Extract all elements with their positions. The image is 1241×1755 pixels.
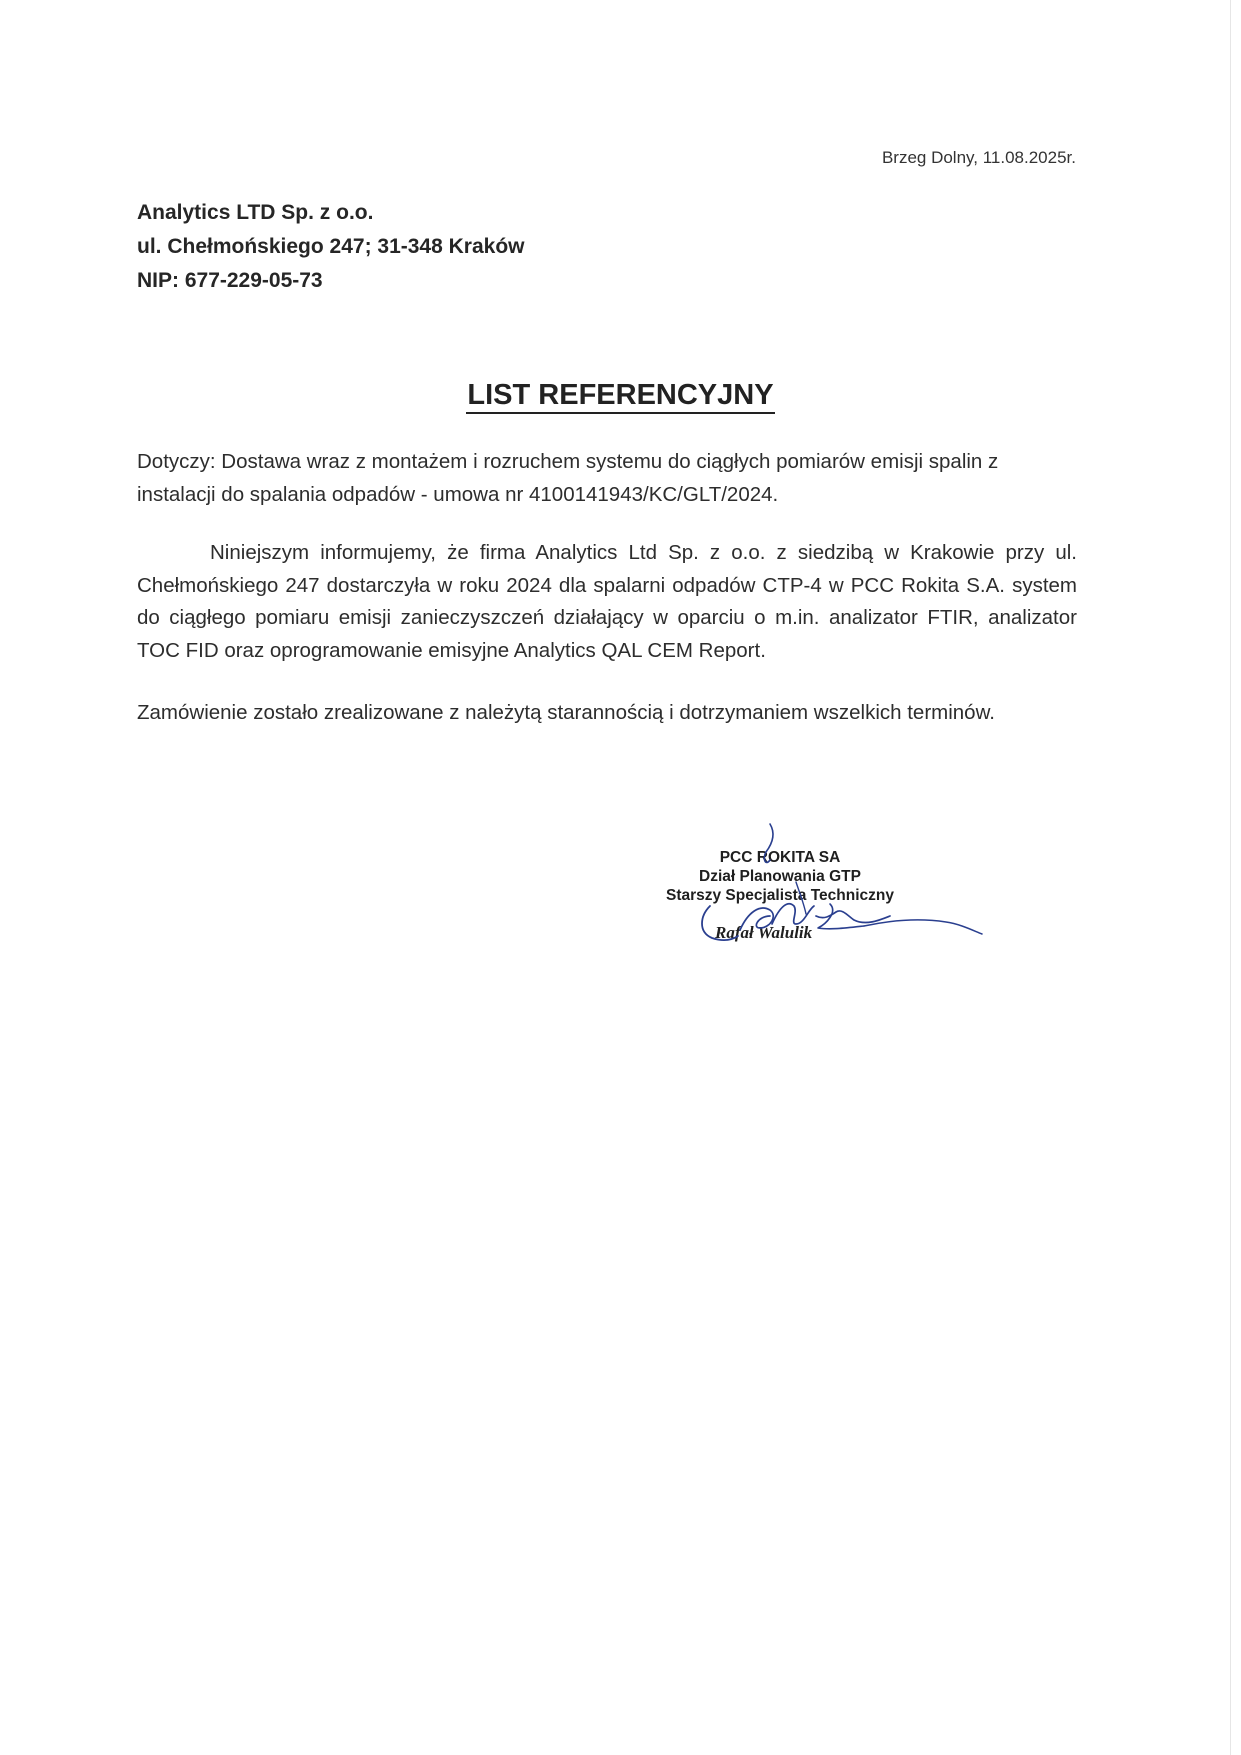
signature-strokes bbox=[702, 824, 982, 940]
document-title: LIST REFERENCYJNY bbox=[466, 378, 774, 414]
recipient-block bbox=[137, 196, 524, 298]
document-title-wrap bbox=[0, 378, 1241, 414]
body-paragraph: Niniejszym informujemy, że firma Analytics Ltd Sp. z o.o. z siedzibą w Krakowie przy ul. Chełmońskiego 247 dostarczyła w roku 2024 dla spalarni odpadów CTP-4 w PCC Rokita S.A. system do ciągłego pomiaru emisji zanieczyszczeń działający w oparciu o m.in. analizator FTIR, analizator TOC FID oraz oprogramowanie emisyjne Analytics QAL CEM Report. bbox=[137, 541, 1077, 662]
recipient-address: ul. Chełmońskiego 247; 31-348 Kraków bbox=[137, 235, 525, 258]
closing-paragraph: Zamówienie zostało zrealizowane z należytą starannością i dotrzymaniem wszelkich terminów. bbox=[137, 701, 995, 724]
stamp-company: PCC ROKITA SA bbox=[719, 849, 841, 866]
stamp-department: Dział Planowania GTP bbox=[699, 868, 861, 885]
subject-paragraph: Dotyczy: Dostawa wraz z montażem i rozruchem systemu do ciągłych pomiarów emisji spalin z instalacji do spalania odpadów - umowa nr 4100141943/KC/GLT/2024. bbox=[137, 450, 999, 506]
stamp-person: Rafał Walulik bbox=[715, 923, 813, 942]
recipient-nip: NIP: 677-229-05-73 bbox=[137, 269, 323, 292]
place-date: Brzeg Dolny, 11.08.2025r. bbox=[881, 148, 1076, 167]
stamp-position: Starszy Specjalista Techniczny bbox=[665, 887, 894, 904]
handwritten-signature-icon bbox=[620, 820, 1000, 960]
recipient-name: Analytics LTD Sp. z o.o. bbox=[137, 201, 374, 224]
scan-edge-line bbox=[1230, 0, 1231, 1755]
signature-stamp bbox=[620, 820, 1000, 960]
